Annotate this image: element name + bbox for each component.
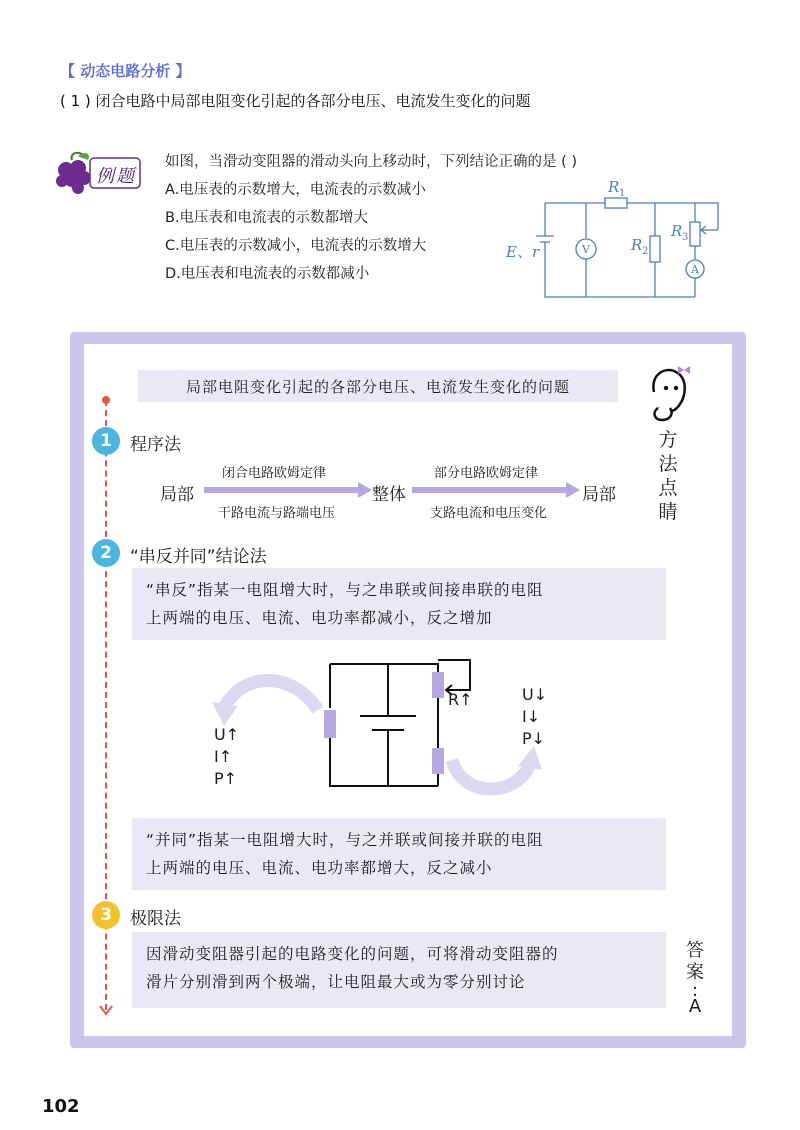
option-d: D.电压表和电流表的示数都减小 <box>165 266 370 282</box>
method-1-title: 程序法 <box>130 435 181 455</box>
question-stem: 如图，当滑动变阻器的滑动头向上移动时，下列结论正确的是 ( ) <box>165 154 578 170</box>
option-b: B.电压表和电流表的示数都增大 <box>165 210 369 226</box>
side-label-3: 点 <box>658 477 678 499</box>
section-tag: 【 动态电路分析 】 <box>60 62 191 80</box>
right-label-p: P↓ <box>522 729 546 748</box>
flow-arrow-1-bottom: 干路电流与路端电压 <box>218 506 336 521</box>
question-circuit <box>500 170 730 305</box>
right-label-i: I↓ <box>522 707 541 726</box>
r3-label: R <box>671 222 683 240</box>
r1-label: R <box>608 178 620 196</box>
r1-sub: 1 <box>619 188 626 199</box>
method-1-number: 1 <box>92 427 120 455</box>
answer-char-1: 答 <box>686 940 704 961</box>
diagram-left-labels <box>214 724 239 790</box>
method-3-title: 极限法 <box>130 909 181 929</box>
method-2-title: “串反并同”结论法 <box>130 547 267 567</box>
voltmeter-label: V <box>582 243 590 256</box>
side-label-2: 法 <box>658 453 678 475</box>
flow-arrow-2-top: 部分电路欧姆定律 <box>434 466 539 481</box>
r2-label: R <box>631 236 643 254</box>
side-label-4: 睛 <box>658 501 678 523</box>
left-label-p: P↑ <box>214 769 238 788</box>
subtitle: ( 1 ) 闭合电路中局部电阻变化引起的各部分电压、电流发生变化的问题 <box>60 92 531 110</box>
flow-start: 局部 <box>160 485 194 505</box>
example-badge <box>48 148 144 196</box>
left-label-i: I↑ <box>214 747 233 766</box>
method-2-number: 2 <box>92 539 120 567</box>
flow-arrow-1-top: 闭合电路欧姆定律 <box>222 466 327 481</box>
thinking-character-icon <box>644 362 692 424</box>
left-label-u: U↑ <box>214 725 240 744</box>
parallel-text-line-1: “并同”指某一电阻增大时，与之并联或间接并联的电阻 <box>146 831 544 849</box>
ammeter-label: A <box>691 263 699 276</box>
source-label: E、r <box>506 243 540 261</box>
option-c: C.电压表的示数减小，电流表的示数增大 <box>165 238 427 254</box>
option-a: A.电压表的示数增大，电流表的示数减小 <box>165 182 426 198</box>
answer-char-3: : <box>691 980 699 1001</box>
method-3-number: 3 <box>92 901 120 929</box>
right-label-u: U↓ <box>522 685 548 704</box>
r3-sub: 3 <box>682 232 689 243</box>
flow-arrow-2 <box>412 480 582 500</box>
side-label-1: 方 <box>658 429 678 451</box>
answer-char-2: 案 <box>686 962 704 983</box>
r2-sub: 2 <box>642 246 649 257</box>
flow-end: 局部 <box>582 485 616 505</box>
diagram-right-labels <box>522 684 547 750</box>
series-text-line-1: “串反”指某一电阻增大时，与之串联或间接串联的电阻 <box>146 581 544 599</box>
series-text-line-2: 上两端的电压、电流、电功率都减小，反之增加 <box>146 609 493 627</box>
limit-text-line-1: 因滑动变阻器引起的电路变化的问题，可将滑动变阻器的 <box>146 945 559 963</box>
flow-arrow-1 <box>204 480 374 500</box>
diagram-r-label: R↑ <box>448 690 473 709</box>
parallel-text-line-2: 上两端的电压、电流、电功率都增大，反之减小 <box>146 859 493 877</box>
page-number: 102 <box>42 1096 80 1117</box>
answer-value: A <box>688 996 702 1017</box>
timeline-arrow-icon <box>99 1004 113 1016</box>
series-parallel-diagram <box>200 650 550 815</box>
card-header: 局部电阻变化引起的各部分电压、电流发生变化的问题 <box>185 378 570 396</box>
flow-arrow-2-bottom: 支路电流和电压变化 <box>430 506 548 521</box>
limit-text-line-2: 滑片分别滑到两个极端，让电阻最大或为零分别讨论 <box>146 973 526 991</box>
example-label: 例题 <box>96 166 136 187</box>
flow-middle: 整体 <box>372 485 406 505</box>
